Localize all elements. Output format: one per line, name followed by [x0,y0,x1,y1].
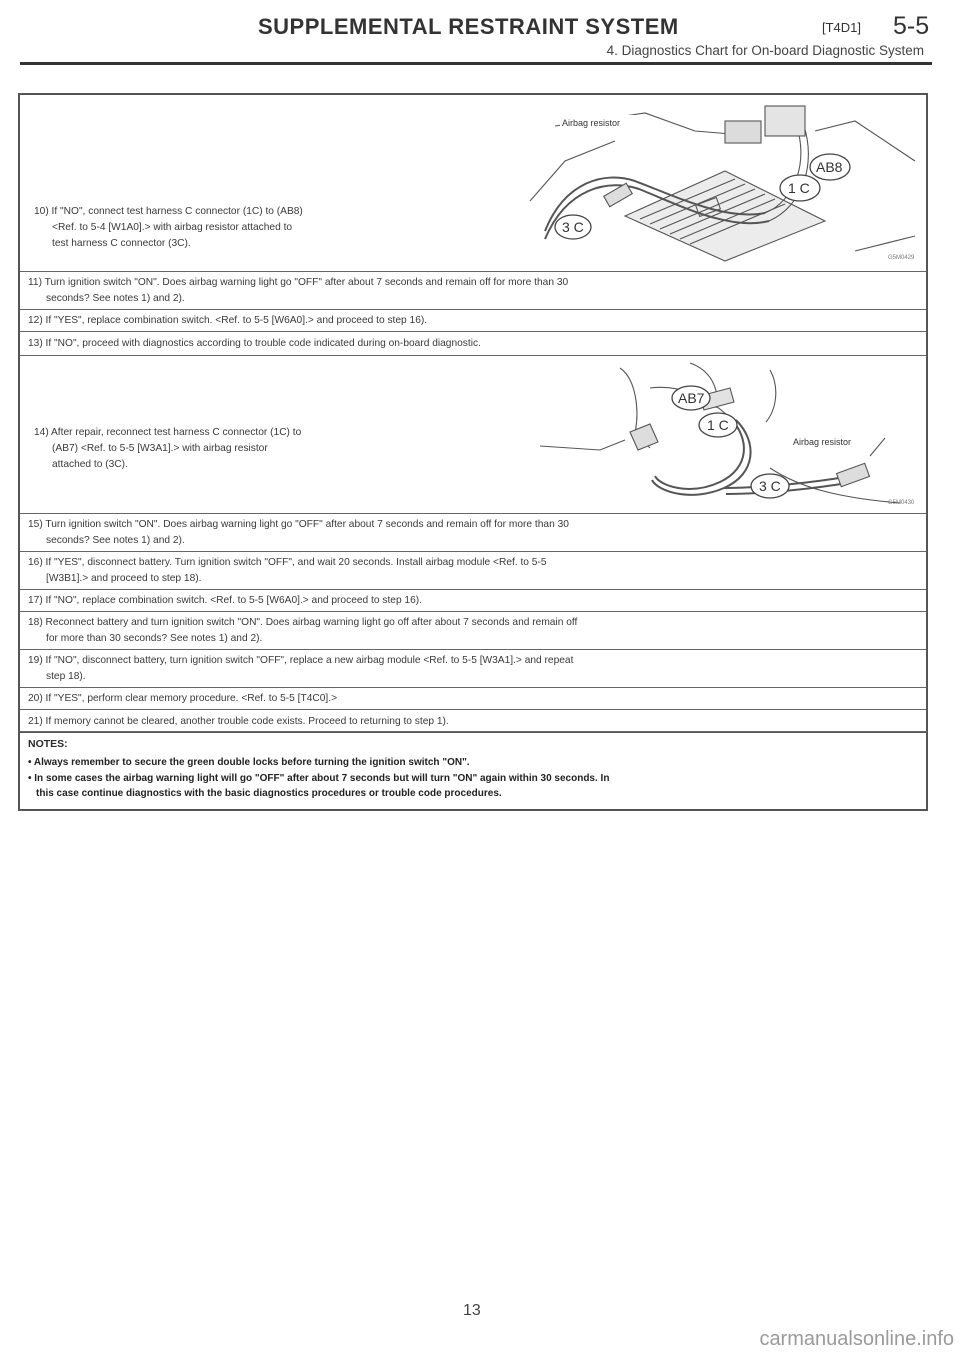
step-20-row [20,687,926,709]
section-code: [T4D1] [822,20,862,35]
step-13-text: 13) If "NO", proceed with diagnostics according to trouble code indicated during on-board diagnostic. [28,338,481,349]
step-21-text: 21) If memory cannot be cleared, another trouble code exists. Proceed to returning to step 1). [28,716,449,727]
fig1-3c-label: 3 C [562,219,584,235]
page-subtitle: 4. Diagnostics Chart for On-board Diagnostic System [606,43,924,58]
fig2-code: G5M0430 [888,500,915,506]
connector-diagram-1 [525,101,925,269]
header-rule [20,62,932,65]
notes-box [18,731,928,811]
section-title: SUPPLEMENTAL RESTRAINT SYSTEM [258,14,679,39]
step-12-row [20,309,926,331]
step-12-text: 12) If "YES", replace combination switch. <Ref. to 5-5 [W6A0].> and proceed to step 16). [28,315,428,326]
note-2a: • In some cases the airbag warning light will go "OFF" after about 7 seconds but will turn "ON" again within 30 seconds. In [28,773,610,784]
fig2-ab-label: AB7 [678,390,705,406]
note-2b: this case continue diagnostics with the basic diagnostics procedures or trouble code procedures. [36,788,502,799]
page-number: 13 [463,1302,481,1319]
step-17-text: 17) If "NO", replace combination switch. <Ref. to 5-5 [W6A0].> and proceed to step 16). [28,595,422,606]
page-header [0,0,960,70]
step-21-row [20,709,926,733]
fig1-resistor-label: Airbag resistor [562,118,621,128]
step-15-row [20,513,926,551]
step-14-text: 14) After repair, reconnect test harness C connector (1C) to (AB7) <Ref. to 5-5 [W3A1].> with airbag resistor attached to (3C). [34,427,302,470]
fig2-resistor-label: Airbag resistor [793,437,852,447]
step-11-text: 11) Turn ignition switch "ON". Does airbag warning light go "OFF" after about 7 seconds and remain off for more than 30 seconds? See notes 1) and 2). [28,277,569,304]
notes-heading: NOTES: [28,738,68,750]
fig2-1c-label: 1 C [707,417,729,433]
step-15-text: 15) Turn ignition switch "ON". Does airbag warning light go "OFF" after about 7 seconds and remain off for more than 30 seconds? See notes 1) and 2). [28,519,569,546]
step-19-text: 19) If "NO", disconnect battery, turn ignition switch "OFF", replace a new airbag module <Ref. to 5-5 [W3A1].> and repeat step 18). [28,655,574,682]
connector-diagram-2 [540,358,925,512]
step-11-row [20,271,926,309]
step-10-row [20,95,926,271]
step-18-text: 18) Reconnect battery and turn ignition switch "ON". Does airbag warning light go off after about 7 seconds and remain off for more than 30 seconds? See notes 1) and 2). [28,617,578,644]
step-17-row [20,589,926,611]
watermark: carmanualsonline.info [759,1328,954,1350]
note-1: • Always remember to secure the green double locks before turning the ignition switch "ON". [28,757,470,768]
step-14-row [20,355,926,513]
step-20-text: 20) If "YES", perform clear memory procedure. <Ref. to 5-5 [T4C0].> [28,693,338,704]
fig2-3c-label: 3 C [759,478,781,494]
fig1-1c-label: 1 C [788,180,810,196]
step-16-row [20,551,926,589]
step-13-row [20,331,926,355]
page-section-number: 5-5 [893,12,930,40]
fig1-code: G5M0429 [888,255,915,261]
step-19-row [20,649,926,687]
step-16-text: 16) If "YES", disconnect battery. Turn ignition switch "OFF", and wait 20 seconds. Install airbag module <Ref. to 5-5 [W3B1].> and proceed to step 18). [28,557,547,584]
fig1-ab-label: AB8 [816,159,843,175]
step-18-row [20,611,926,649]
step-10-text: 10) If "NO", connect test harness C connector (1C) to (AB8) <Ref. to 5-4 [W1A0].> with airbag resistor attached to test harness C connector (3C). [34,206,303,249]
diagnostics-table [18,93,928,733]
